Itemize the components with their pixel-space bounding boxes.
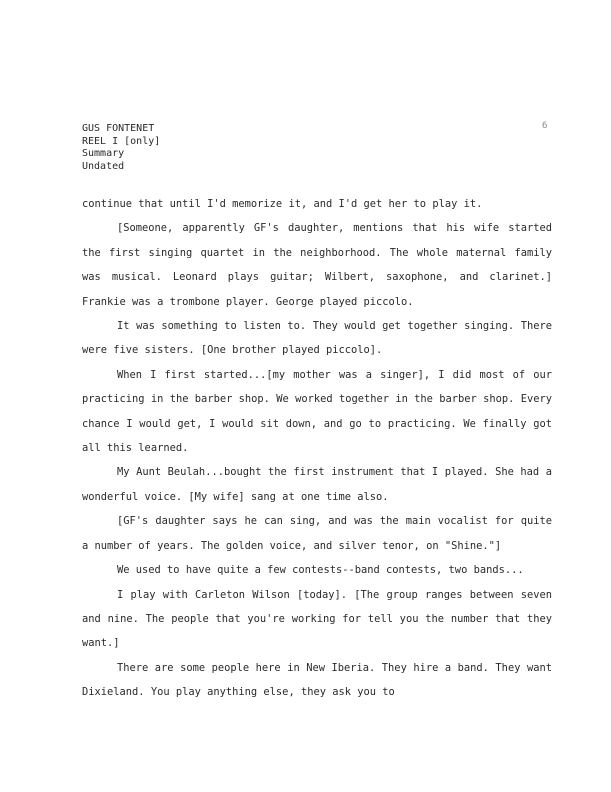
paragraph: I play with Carleton Wilson [today]. [The group ranges between seven and nine. The people that you're working for tell you the number that they want.]: [82, 588, 552, 650]
transcript-body: [82, 192, 552, 705]
reel-label: REEL I [only]: [82, 135, 161, 147]
document-header: [82, 123, 160, 173]
paragraph: [GF's daughter says he can sing, and was the main vocalist for quite a number of years. The golden voice, and silver tenor, on "Shine."]: [82, 515, 552, 552]
interviewee-name: GUS FONTENET: [82, 123, 155, 134]
paragraph: [Someone, apparently GF's daughter, mentions that his wife started the first singing quartet in the neighborhood. The whole maternal family was musical. Leonard plays guitar; Wilbert, saxophone, and clarinet.] Frankie was a trombone player. George played piccolo.: [82, 222, 552, 308]
paragraph: When I first started...[my mother was a singer], I did most of our practicing in the barber shop. We worked together in the barber shop. Every chance I would get, I would sit down, and go to practicing. We finally got all this learned.: [82, 368, 552, 455]
paragraph: It was something to listen to. They would get together singing. There were five sisters. [One brother played piccolo].: [82, 320, 552, 357]
paragraph: My Aunt Beulah...bought the first instrument that I played. She had a wonderful voice. [My wife] sang at one time also.: [82, 466, 552, 503]
paragraph: There are some people here in New Iberia. They hire a band. They want Dixieland. You play anything else, they ask you to: [82, 661, 552, 699]
document-date: Undated: [82, 160, 125, 172]
paragraph-continuation: continue that until I'd memorize it, and I'd get her to play it.: [82, 198, 483, 210]
paragraph: We used to have quite a few contests--band contests, two bands...: [117, 564, 524, 577]
document-type: Summary: [82, 148, 125, 159]
page-number: 6: [542, 121, 548, 131]
